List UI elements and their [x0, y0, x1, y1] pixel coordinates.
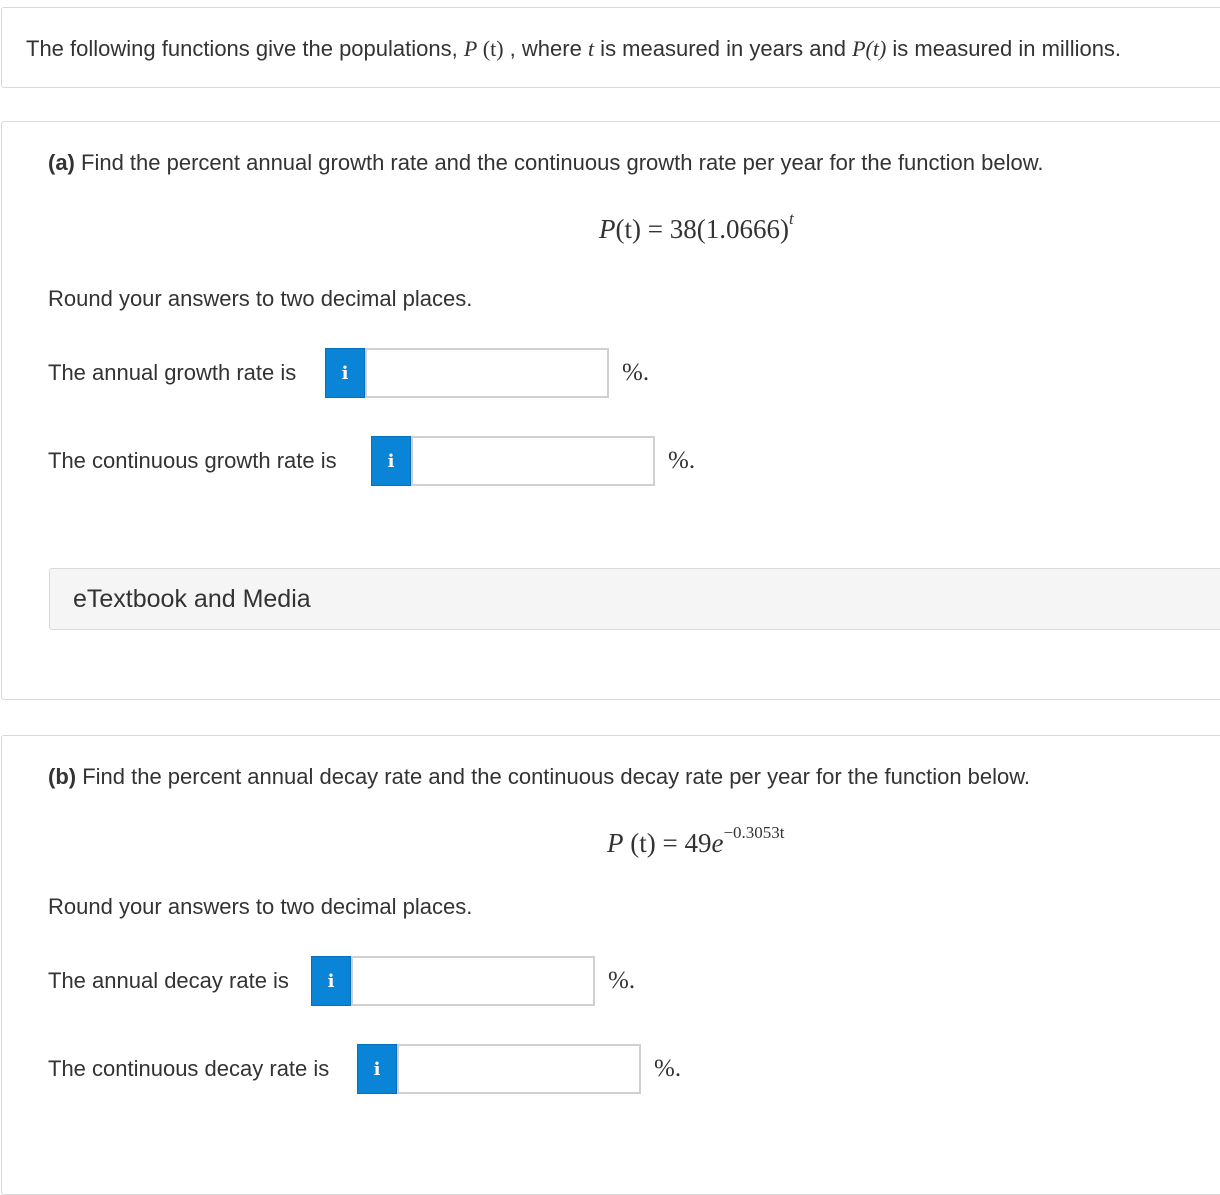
etextbook-media-button[interactable]: [49, 568, 1220, 630]
intro-card: [1, 7, 1220, 88]
formula-base-e: e: [711, 828, 724, 858]
info-icon: i: [387, 450, 395, 472]
formula-exponent: −0.3053t: [723, 823, 785, 842]
part-a-label: (a): [48, 150, 75, 175]
intro-function-ref: P(t): [852, 36, 887, 61]
etextbook-media-label: eTextbook and Media: [73, 585, 311, 613]
intro-text-part: is measured in millions.: [886, 36, 1122, 61]
info-icon: i: [341, 362, 349, 384]
question-card-part-a: [1, 121, 1220, 700]
annual-decay-input[interactable]: [351, 956, 595, 1006]
formula-argument: (t): [623, 828, 656, 858]
annual-decay-label: The annual decay rate is: [48, 968, 289, 993]
intro-function-name: P: [463, 36, 478, 61]
part-b-heading-text: Find the percent annual decay rate and the continuous decay rate per year for the function below.: [76, 764, 1031, 789]
part-a-round-note: Round your answers to two decimal places.: [48, 286, 473, 311]
continuous-growth-label: The continuous growth rate is: [48, 448, 337, 473]
part-b-label: (b): [48, 764, 77, 789]
question-card-part-b: [1, 735, 1220, 1195]
formula-expression: = 38(1.0666): [640, 214, 789, 244]
part-b-round-note: Round your answers to two decimal places.: [48, 894, 473, 919]
intro-function-arg: (t): [477, 36, 504, 61]
intro-text-part: , where: [503, 36, 588, 61]
part-b-heading: [48, 764, 1030, 790]
annual-growth-unit: %.: [622, 359, 650, 386]
intro-text-part: The following functions give the populations,: [26, 36, 464, 61]
intro-text: [26, 36, 1121, 62]
annual-decay-unit: %.: [608, 967, 636, 994]
continuous-decay-label: The continuous decay rate is: [48, 1056, 330, 1081]
formula-exponent: t: [788, 209, 794, 228]
continuous-decay-input[interactable]: [397, 1044, 641, 1094]
info-icon: i: [373, 1058, 381, 1080]
annual-growth-label: The annual growth rate is: [48, 360, 297, 385]
formula-function: P: [607, 828, 624, 858]
formula-argument: (t): [615, 214, 641, 244]
annual-decay-info-button[interactable]: [311, 956, 351, 1006]
continuous-growth-unit: %.: [668, 447, 696, 474]
annual-growth-input[interactable]: [365, 348, 609, 398]
continuous-decay-info-button[interactable]: [357, 1044, 397, 1094]
info-icon: i: [327, 970, 335, 992]
continuous-decay-unit: %.: [654, 1055, 682, 1082]
annual-growth-info-button[interactable]: [325, 348, 365, 398]
formula-function: P: [599, 214, 616, 244]
part-a-formula: [599, 209, 794, 244]
continuous-growth-info-button[interactable]: [371, 436, 411, 486]
part-a-heading-text: Find the percent annual growth rate and the continuous growth rate per year for the function below.: [74, 150, 1044, 175]
intro-variable-t: t: [587, 36, 595, 61]
part-b-formula: [607, 823, 785, 858]
intro-text-part: is measured in years and: [594, 36, 853, 61]
part-a-heading: [48, 150, 1044, 176]
formula-expression: = 49: [655, 828, 712, 858]
continuous-growth-input[interactable]: [411, 436, 655, 486]
